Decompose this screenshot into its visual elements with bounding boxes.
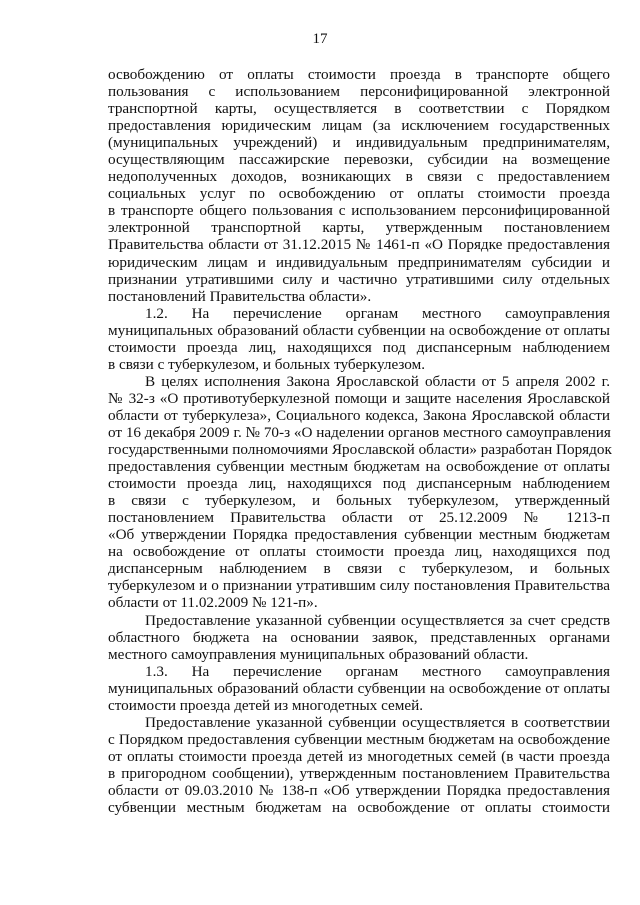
page-number: 17 (312, 31, 328, 47)
text-line: туберкулезом и о признании утратившим силу постановления Правительства (108, 577, 610, 595)
body-text (108, 66, 610, 816)
text-line: областного бюджета на основании заявок, представленных органами (108, 628, 610, 646)
text-line: 1.3. На перечисление органам местного самоуправления (145, 662, 610, 680)
text-line: 1.2. На перечисление органам местного самоуправления (145, 304, 610, 322)
text-line: на освобождение от оплаты стоимости проезда лиц, находящихся под (108, 543, 610, 561)
text-line: области от туберкулеза», Социального кодекса, Закона Ярославской области (108, 406, 610, 424)
text-line: транспортной карты, осуществляется в соответствии с Порядком (108, 100, 610, 118)
text-line: области от 09.03.2010 № 138-п «Об утверждении Порядка предоставления (108, 781, 610, 799)
text-line: электронной транспортной карты, утвержденным постановлением (108, 219, 610, 237)
text-line: (муниципальных учреждений) и индивидуальным предпринимателям, (108, 134, 610, 152)
text-line: субвенции местным бюджетам на освобождение от оплаты стоимости (108, 799, 610, 817)
text-line: «Об утверждении Порядка предоставления субвенции местным бюджетам (108, 526, 610, 544)
text-line: юридическим лицам и индивидуальным предпринимателям субсидии и (108, 253, 610, 271)
text-line: области от 11.02.2009 № 121-п». (108, 594, 318, 612)
text-line: постановлений Правительства области». (108, 287, 372, 305)
text-line: в пригородном сообщении), утвержденным постановлением Правительства (108, 764, 610, 782)
text-line: диспансерным наблюдением в связи с туберкулезом, и больных (108, 560, 610, 578)
text-line: муниципальных образований области субвенции на освобождение от оплаты (108, 679, 610, 697)
text-line: осуществляющим пассажирские перевозки, субсидии на возмещение (108, 151, 610, 169)
text-line: государственными полномочиями Ярославской области» разработан Порядок (108, 441, 612, 459)
text-line: с Порядком предоставления субвенции местным бюджетам на освобождение (108, 730, 610, 748)
text-line: Предоставление указанной субвенции осуществляется за счет средств (145, 611, 610, 629)
text-line: признании утратившими силу и частично утратившими силу отдельных (108, 270, 610, 288)
text-line: В целях исполнения Закона Ярославской области от 5 апреля 2002 г. (145, 372, 610, 390)
text-line: местного самоуправления муниципальных образований области. (108, 645, 529, 663)
text-line: стоимости проезда лиц, находящихся под диспансерным наблюдением (108, 338, 610, 356)
text-line: предоставления субвенции местным бюджетам на освобождение от оплаты (108, 458, 610, 476)
text-line: Правительства области от 31.12.2015 № 1461-п «О Порядке предоставления (108, 236, 610, 254)
text-line: недополученных доходов, возникающих в связи с предоставлением (108, 168, 610, 186)
text-line: освобождению от оплаты стоимости проезда в транспорте общего (108, 66, 610, 83)
text-line: постановлением Правительства области от 25.12.2009 № 1213-п (108, 509, 610, 527)
text-line: от 16 декабря 2009 г. № 70-з «О наделении органов местного самоуправления (108, 423, 611, 441)
text-line: № 32-з «О противотуберкулезной помощи и защите населения Ярославской (108, 389, 610, 407)
text-line: Предоставление указанной субвенции осуществляется в соответствии (145, 713, 610, 731)
text-line: стоимости проезда детей из многодетных семей. (108, 696, 424, 714)
text-line: от оплаты стоимости проезда детей из многодетных семей (в части проезда (108, 747, 610, 765)
text-line: в связи с туберкулезом, и больных туберкулезом, утвержденный (108, 492, 610, 510)
text-line: муниципальных образований области субвенции на освобождение от оплаты (108, 321, 610, 339)
text-line: в связи с туберкулезом, и больных туберкулезом. (108, 355, 426, 373)
text-line: предоставления юридическим лицам (за исключением государственных (108, 117, 610, 135)
text-line: в транспорте общего пользования с использованием персонифицированной (108, 202, 610, 220)
text-line: пользования с использованием персонифицированной электронной (108, 83, 610, 101)
text-line: стоимости проезда лиц, находящихся под диспансерным наблюдением (108, 475, 610, 493)
text-line: социальных услуг по освобождению от оплаты стоимости проезда (108, 185, 610, 203)
